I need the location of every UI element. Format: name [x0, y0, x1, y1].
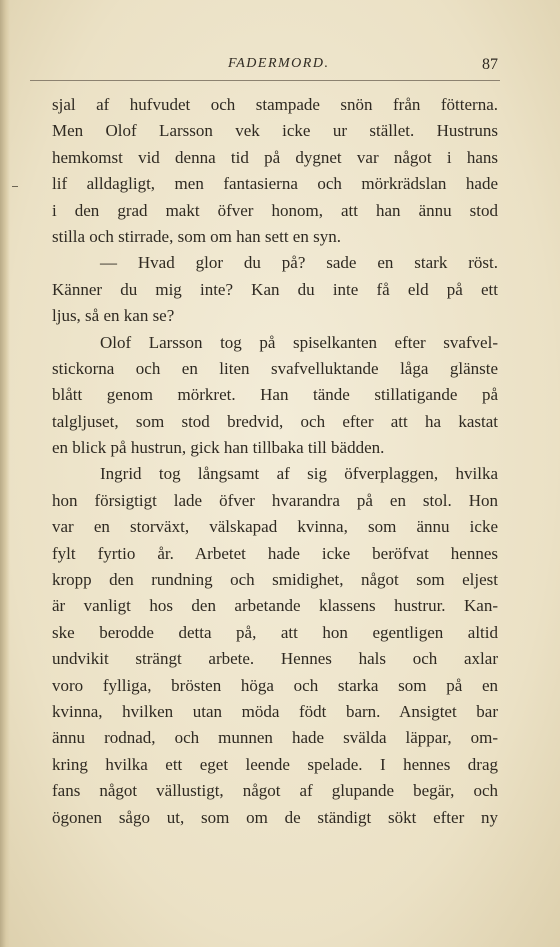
text-line: i den grad makt öfver honom, att han ännu stod: [52, 200, 498, 220]
page-number: 87: [482, 56, 498, 73]
text-line: sjal af hufvudet och stampade snön från fötterna.: [52, 95, 498, 114]
page-header: [52, 56, 498, 78]
text-line: var en storväxt, välskapad kvinna, som ännu icke: [52, 517, 498, 537]
text-line: ännu rodnad, och munnen hade svälda läppar, om-: [52, 728, 498, 748]
text-line: ljus, så en kan se?: [52, 306, 175, 326]
text-line: talgljuset, som stod bredvid, och efter att ha kastat: [52, 411, 498, 431]
text-line: — Hvad glor du på? sade en stark röst.: [100, 253, 498, 273]
text-line: kvinna, hvilken utan möda födt barn. Ansigtet bar: [52, 701, 498, 721]
text-line: fylt fyrtio år. Arbetet hade icke beröfvat hennes: [52, 543, 498, 563]
text-line: fans något vällustigt, något af glupande begär, och: [52, 781, 498, 801]
text-line: stickorna och en liten svafvelluktande låga glänste: [52, 358, 498, 378]
text-line: Olof Larsson tog på spiselkanten efter svafvel-: [100, 332, 498, 352]
text-line: Men Olof Larsson vek icke ur stället. Hustruns: [52, 121, 498, 141]
text-line: är vanligt hos den arbetande klassens hustrur. Kan-: [52, 596, 498, 616]
text-line: blått genom mörkret. Han tände stillatigande på: [52, 385, 498, 405]
running-title: FADERMORD.: [228, 56, 330, 71]
text-line: undvikit strängt arbete. Hennes hals och axlar: [52, 649, 498, 669]
body-text: [52, 92, 498, 831]
text-line: hemkomst vid denna tid på dygnet var något i hans: [52, 147, 498, 167]
text-line: Ingrid tog långsamt af sig öfverplaggen, hvilka: [100, 464, 498, 484]
text-line: kropp den rundning och smidighet, något som eljest: [52, 570, 498, 590]
text-line: ske berodde detta på, att hon egentligen altid: [52, 622, 498, 642]
margin-mark: [12, 186, 18, 187]
text-line: hon försigtigt lade öfver hvarandra på en stol. Hon: [52, 490, 498, 510]
text-line: ögonen sågo ut, som om de ständigt sökt efter ny: [52, 807, 498, 827]
binding-edge: [0, 0, 10, 947]
text-line: en blick på hustrun, gick han tillbaka till bädden.: [52, 438, 385, 458]
text-line: kring hvilka ett eget leende spelade. I hennes drag: [52, 754, 498, 774]
header-rule: [30, 80, 500, 81]
text-line: voro fylliga, brösten höga och starka som på en: [52, 675, 498, 695]
text-line: stilla och stirrade, som om han sett en syn.: [52, 226, 341, 246]
text-line: lif alldagligt, men fantasierna och mörkrädslan hade: [52, 174, 498, 194]
text-line: Känner du mig inte? Kan du inte få eld på ett: [52, 279, 498, 299]
